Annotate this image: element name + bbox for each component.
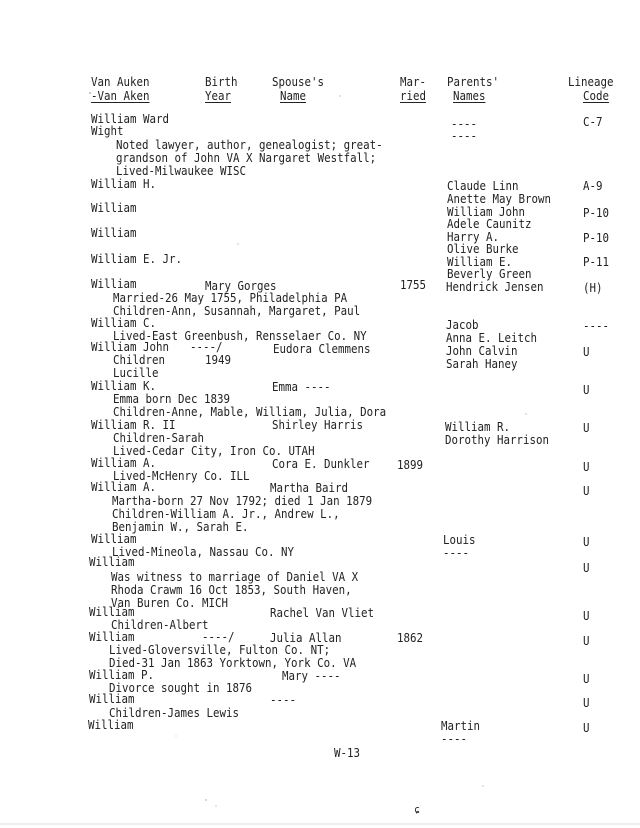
entry-parents: ---- [451,117,478,131]
entry-name: William K. [91,379,157,393]
entry-spouse: Martha Baird [270,481,349,495]
entry-name: William C. [91,316,157,330]
entry-lineage: U [583,345,590,359]
entry-spouse: Mary ---- [282,669,341,683]
entry-name: William Ward [91,112,170,126]
entry-spouse: Mary Gorges [205,279,277,293]
entry-parents: William R. [445,420,511,434]
entry-note: Children-Albert [111,618,209,632]
entry-parents-2: Beverly Green [447,267,532,281]
entry-note: Divorce sought in 1876 [109,681,253,695]
entry-note: Married-26 May 1755, Philadelphia PA [113,291,348,305]
entry-note: Lucille [113,366,159,380]
entry-lineage: P-10 [583,231,610,245]
header-birth-1: Birth [205,75,238,89]
entry-spouse: Shirley Harris [272,418,364,432]
entry-lineage: (H) [583,281,603,295]
header-lineage-1: Lineage [568,75,614,89]
entry-lineage: P-11 [583,255,610,269]
entry-parents-2: Olive Burke [447,242,519,256]
entry-lineage: C-7 [583,115,603,129]
entry-parents-2: ---- [443,546,470,560]
entry-lineage: U [583,721,590,735]
entry-married: 1755 [400,278,427,292]
header-parents-2: Names [453,89,486,103]
entry-note: Rhoda Crawm 16 Oct 1853, South Haven, [111,583,352,597]
entry-spouse: ---- [270,693,297,707]
entry-spouse: Emma ---- [272,380,331,394]
header-birth-2: Year [205,89,232,103]
entry-parents: Harry A. [447,230,500,244]
entry-lineage: U [583,609,590,623]
entry-lineage: U [583,696,590,710]
entry-birth-2: 1949 [205,353,232,367]
entry-name: William P. [89,668,155,682]
entry-note: Children-Anne, Mable, William, Julia, Dora [113,405,387,419]
header-married-1: Mar- [400,75,427,89]
entry-name: William E. Jr. [91,252,183,266]
entry-lineage: P-10 [583,206,610,220]
entry-lineage: ---- [583,319,610,333]
entry-name: William R. II [91,418,176,432]
entry-lineage: U [583,634,590,648]
entry-name: William John [91,340,170,354]
entry-spouse: Eudora Clemmens [273,342,371,356]
entry-parents: Martin [441,719,481,733]
entry-note: grandson of John VA X Nargaret Westfall; [116,151,377,165]
entry-note: Children-Ann, Susannah, Margaret, Paul [113,304,361,318]
entry-spouse: Rachel Van Vliet [270,606,375,620]
entry-note: Children-Sarah [113,431,205,445]
entry-note: Emma born Dec 1839 [113,392,231,406]
entry-name: William [91,277,137,291]
page-number: W-13 [334,746,361,760]
entry-lineage: U [583,561,590,575]
entry-note: Lived-East Greenbush, Rensselaer Co. NY [113,329,367,343]
entry-note: Died-31 Jan 1863 Yorktown, York Co. VA [109,656,357,670]
entry-parents: William John [447,205,526,219]
entry-parents: John Calvin [446,344,518,358]
entry-note: Lived-Milwaukee WISC [116,164,247,178]
entry-note: Lived-Cedar City, Iron Co. UTAH [113,444,315,458]
entry-parents-2: Sarah Haney [446,357,518,371]
entry-lineage: U [583,672,590,686]
entry-parents-2: Adele Caunitz [447,217,532,231]
scan-mark: ɕ [414,803,420,816]
entry-name: Wight [91,124,124,138]
entry-lineage: U [583,383,590,397]
entry-note: Was witness to marriage of Daniel VA X [111,570,359,584]
entry-note: Lived-McHenry Co. ILL [113,469,250,483]
entry-lineage: U [583,484,590,498]
entry-parents: Jacob [446,318,479,332]
entry-parents-2: ---- [451,129,478,143]
entry-note: Martha-born 27 Nov 1792; died 1 Jan 1879 [112,494,373,508]
entry-note: Lived-Mineola, Nassau Co. NY [112,545,295,559]
entry-birth: ----/ [190,340,223,354]
entry-birth: ----/ [202,630,235,644]
entry-married: 1862 [397,631,424,645]
entry-parents: William E. [447,255,513,269]
entry-note: Lived-Gloversville, Fulton Co. NT; [109,643,331,657]
entry-parents: Louis [443,533,476,547]
entry-name: William A. [91,456,157,470]
entry-parents: Hendrick Jensen [446,280,544,294]
entry-parents: Claude Linn [447,179,519,193]
entry-name: William [89,692,135,706]
header-married-2: ried [400,89,427,103]
entry-note: Van Buren Co. MICH [111,596,229,610]
entry-note: Benjamin W., Sarah E. [112,520,249,534]
entry-parents-2: Anette May Brown [447,192,552,206]
entry-name: William [91,226,137,240]
entry-note: Children [113,353,166,367]
entry-name: William A. [91,480,157,494]
entry-parents-2: ---- [441,732,468,746]
entry-note: Noted lawyer, author, genealogist; great- [116,138,383,152]
entry-lineage: U [583,460,590,474]
header-parents-1: Parents' [447,75,500,89]
entry-name: William H. [91,177,157,191]
entry-spouse: Cora E. Dunkler [272,457,370,471]
entry-married: 1899 [397,458,424,472]
entry-parents-2: Anna E. Leitch [446,331,538,345]
entry-parents-2: Dorothy Harrison [445,433,550,447]
entry-name: William [88,718,134,732]
header-surname-1: Van Auken [91,75,150,89]
entry-lineage: U [583,535,590,549]
entry-name: William [89,630,135,644]
entry-name: William [89,605,135,619]
entry-name: William [89,555,135,569]
entry-name: William [91,532,137,546]
header-spouse-1: Spouse's [272,75,325,89]
header-surname-2: -Van Aken [91,89,150,103]
entry-spouse: Julia Allan [270,631,342,645]
header-lineage-2: Code [583,89,610,103]
entry-lineage: U [583,421,590,435]
entry-name: William [91,201,137,215]
entry-note: Children-William A. Jr., Andrew L., [112,507,340,521]
header-spouse-2: Name [280,89,307,103]
entry-lineage: A-9 [583,179,603,193]
entry-note: Children-James Lewis [109,706,240,720]
